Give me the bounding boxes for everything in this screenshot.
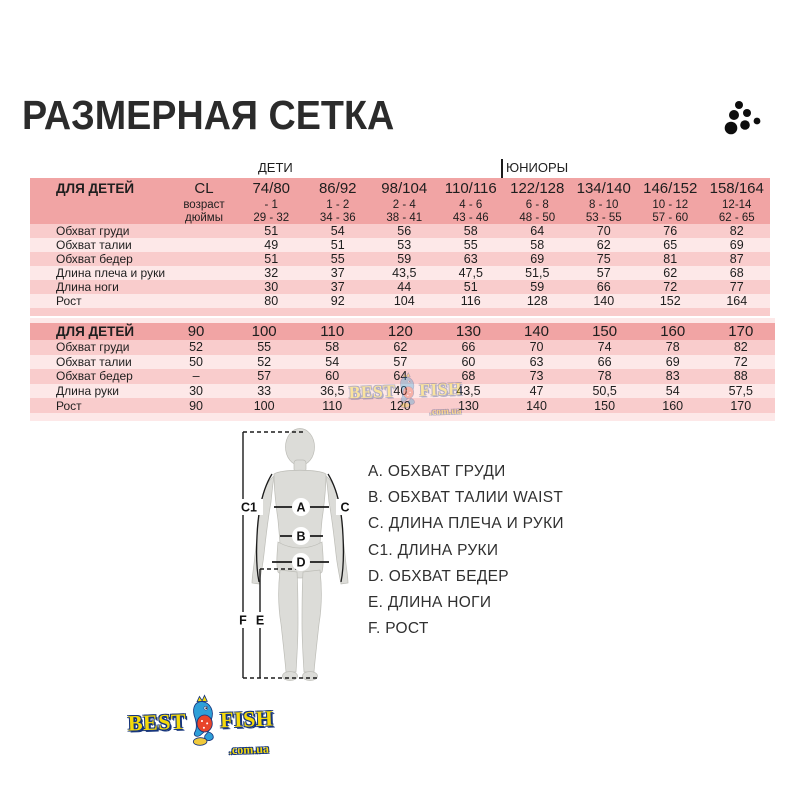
table-cell: 50 — [189, 354, 203, 369]
label-B: B — [296, 529, 306, 544]
table-cell: 83 — [665, 369, 680, 384]
bestfish-word-fish: FISH — [418, 378, 463, 400]
fish-mascot-icon — [395, 370, 420, 412]
table-cell: 8 - 10 — [571, 198, 638, 211]
fish-mascot-icon — [185, 691, 221, 750]
craft-dots-logo-icon — [712, 97, 768, 147]
table-cell: Обхват груди — [56, 340, 130, 355]
table-cell: 63 — [529, 354, 544, 369]
table-row — [30, 178, 770, 198]
table-cell: 55 — [257, 340, 272, 355]
table-cell: ДЛЯ ДЕТЕЙ — [30, 323, 162, 340]
table-cell: 51 — [264, 224, 279, 238]
table-cell — [30, 211, 170, 224]
table-cell: 58 — [530, 238, 545, 252]
table-cell: 120 — [366, 323, 434, 340]
table-cell: 65 — [663, 238, 678, 252]
table-cell: 160 — [639, 323, 707, 340]
table-cell: 48 - 50 — [504, 211, 571, 224]
body-measurement-diagram — [230, 420, 362, 696]
table-cell: 50,5 — [592, 384, 617, 399]
table-cell — [170, 266, 238, 280]
table-cell: 59 — [530, 280, 545, 294]
table-cell: 43,5 — [392, 266, 417, 280]
table-cell: Длина плеча и руки — [56, 266, 166, 280]
table-row — [30, 323, 775, 340]
table-cell: 66 — [597, 354, 612, 369]
table-cell: 29 - 32 — [238, 211, 305, 224]
table-cell: 4 - 6 — [438, 198, 505, 211]
table-cell: 33 — [257, 384, 272, 399]
table-cell: 68 — [461, 369, 476, 384]
table-cell: 82 — [729, 224, 744, 238]
table-cell: 47,5 — [458, 266, 483, 280]
table-row — [30, 252, 770, 266]
table-cell: 59 — [397, 252, 412, 266]
table-cell: 69 — [530, 252, 545, 266]
table-cell: 72 — [733, 354, 748, 369]
table-cell: 78 — [665, 340, 680, 355]
table-cell — [30, 308, 770, 316]
table-cell: Обхват бедер — [56, 369, 133, 384]
table-cell: 58 — [463, 224, 478, 238]
table-cell: 51 — [264, 252, 279, 266]
table-cell: 64 — [393, 369, 408, 384]
table-cell: 66 — [596, 280, 611, 294]
table-cell: CL — [170, 178, 238, 198]
table-cell: 1 - 2 — [305, 198, 372, 211]
table-cell: ДЛЯ ДЕТЕЙ — [30, 178, 170, 198]
table-cell — [170, 280, 238, 294]
table-cell: 74/80 — [238, 178, 305, 198]
table-cell: 78 — [597, 369, 612, 384]
page-title: РАЗМЕРНАЯ СЕТКА — [22, 92, 395, 138]
legend-item-chest: A. ОБХВАТ ГРУДИ — [368, 463, 506, 480]
table-cell: 66 — [461, 340, 476, 355]
table-cell: 62 — [663, 266, 678, 280]
table-cell: 74 — [597, 340, 612, 355]
table-cell: 2 - 4 — [371, 198, 438, 211]
table-cell — [30, 198, 170, 211]
table-cell: 62 — [393, 340, 408, 355]
table-cell: 130 — [434, 323, 502, 340]
table-cell: 110/116 — [438, 178, 505, 198]
table-cell: Длина ноги — [56, 280, 119, 294]
group-header-juniors: ЮНИОРЫ — [506, 160, 569, 175]
table-cell: 116 — [460, 294, 481, 308]
table-cell: - 1 — [238, 198, 305, 211]
table-cell: 150 — [594, 398, 616, 413]
table-cell: 57 — [257, 369, 272, 384]
table-cell: 170 — [707, 323, 775, 340]
table-cell: 6 - 8 — [504, 198, 571, 211]
table-cell: 140 — [502, 323, 570, 340]
table-cell: 73 — [529, 369, 544, 384]
table-cell: 34 - 36 — [305, 211, 372, 224]
table-cell: 70 — [596, 224, 611, 238]
table-cell: 77 — [729, 280, 744, 294]
table-cell: Рост — [56, 398, 82, 413]
table-cell: 88 — [733, 369, 748, 384]
table-cell: 164 — [726, 294, 748, 308]
legend-item-leg: E. ДЛИНА НОГИ — [368, 593, 492, 611]
table-cell: 38 - 41 — [371, 211, 438, 224]
table-cell: Длина руки — [56, 384, 119, 399]
table-cell — [170, 224, 238, 238]
table-cell: 134/140 — [571, 178, 638, 198]
label-C: C — [340, 500, 350, 515]
table-cell: 49 — [264, 238, 279, 252]
bestfish-domain: .com.ua — [228, 741, 270, 758]
table-cell: возраст — [170, 198, 238, 211]
table-cell: 72 — [663, 280, 678, 294]
table-cell: 43 - 46 — [438, 211, 505, 224]
table-cell: 122/128 — [504, 178, 571, 198]
table-cell: 100 — [253, 398, 275, 413]
table-cell: Обхват груди — [56, 224, 130, 238]
table-cell: 68 — [729, 266, 744, 280]
table-row — [30, 266, 770, 280]
table-row — [30, 355, 775, 370]
table-cell: 55 — [330, 252, 345, 266]
label-E: E — [255, 613, 265, 628]
table-cell: 82 — [733, 340, 748, 355]
table-cell: 30 — [189, 384, 203, 399]
label-F: F — [239, 613, 247, 628]
bestfish-watermark-faint — [348, 368, 470, 421]
table-cell: 57 - 60 — [637, 211, 704, 224]
group-header-children: ДЕТИ — [258, 160, 293, 175]
table-cell: 130 — [457, 398, 479, 413]
table-cell: 55 — [463, 238, 478, 252]
table-cell: 56 — [397, 224, 412, 238]
table-cell: 86/92 — [305, 178, 372, 198]
table-cell: дюймы — [170, 211, 238, 224]
legend-item-hips: D. ОБХВАТ БЕДЕР — [368, 567, 509, 585]
table-cell: 140 — [593, 294, 615, 308]
table-cell: 120 — [389, 398, 411, 413]
table-cell: 54 — [665, 384, 680, 399]
table-row — [30, 340, 775, 355]
table-cell: 98/104 — [371, 178, 438, 198]
table-cell: 47 — [529, 384, 544, 399]
table-row — [30, 224, 770, 238]
table-cell: 90 — [189, 398, 203, 413]
table-cell: 52 — [257, 354, 272, 369]
table-cell: Обхват бедер — [56, 252, 133, 266]
table-cell: Обхват талии — [56, 354, 132, 369]
table-cell: 60 — [325, 369, 340, 384]
table-cell: 92 — [330, 294, 345, 308]
legend-item-arm: C1. ДЛИНА РУКИ — [368, 541, 499, 559]
size-table-age-body — [30, 224, 770, 316]
table-cell: 62 - 65 — [704, 211, 771, 224]
table-cell: 110 — [322, 398, 343, 413]
table-cell: 43,5 — [456, 384, 481, 399]
label-C1: C1 — [241, 500, 257, 515]
table-cell: 54 — [325, 354, 340, 369]
table-cell: 69 — [729, 238, 744, 252]
legend-item-arm-shoulder: C. ДЛИНА ПЛЕЧА И РУКИ — [368, 515, 564, 533]
size-table-age-header — [30, 178, 770, 224]
table-row — [30, 198, 770, 211]
table-cell: 100 — [230, 323, 298, 340]
table-cell — [170, 238, 238, 252]
table-cell: 80 — [264, 294, 279, 308]
table-cell — [170, 294, 238, 308]
table-cell: 104 — [393, 294, 415, 308]
table-cell: 62 — [596, 238, 611, 252]
legend-item-height: F. РОСТ — [368, 620, 429, 638]
table-row — [30, 308, 770, 316]
table-cell — [170, 252, 238, 266]
table-cell: 57 — [596, 266, 611, 280]
table-cell: 54 — [330, 224, 345, 238]
table-cell: 40 — [393, 384, 408, 399]
table-cell: 52 — [189, 340, 203, 355]
table-cell: 69 — [665, 354, 680, 369]
table-cell: 32 — [264, 266, 279, 280]
size-table-height-header — [30, 323, 775, 340]
table-cell: 160 — [662, 398, 684, 413]
table-cell: 152 — [659, 294, 681, 308]
table-cell: 30 — [264, 280, 279, 294]
table-cell: 87 — [729, 252, 744, 266]
table-cell: 158/164 — [704, 178, 771, 198]
table-cell: 51,5 — [525, 266, 550, 280]
table-cell: 63 — [463, 252, 478, 266]
table-row — [30, 280, 770, 294]
table-cell: 53 - 55 — [571, 211, 638, 224]
table-cell: Обхват талии — [56, 238, 132, 252]
table-row — [30, 294, 770, 308]
table-cell: 75 — [596, 252, 611, 266]
table-cell: 12-14 — [704, 198, 771, 211]
table-cell: 90 — [162, 323, 230, 340]
table-cell: 10 - 12 — [637, 198, 704, 211]
table-cell: 37 — [330, 280, 345, 294]
measurement-legend — [368, 459, 564, 642]
table-cell: 170 — [730, 398, 752, 413]
table-cell: 53 — [397, 238, 412, 252]
table-cell: 36,5 — [320, 384, 345, 399]
table-cell: 51 — [463, 280, 478, 294]
bestfish-domain: .com.ua — [429, 404, 462, 418]
bestfish-word-fish: FISH — [219, 705, 274, 733]
table-cell: 57,5 — [728, 384, 753, 399]
table-cell: 140 — [526, 398, 547, 413]
bestfish-word-best: BEST — [348, 380, 396, 403]
table-cell: 37 — [330, 266, 345, 280]
table-cell: 150 — [571, 323, 639, 340]
bestfish-watermark-logo — [127, 689, 279, 761]
table-cell: 51 — [330, 238, 345, 252]
table-cell: 58 — [325, 340, 340, 355]
table-cell: 110 — [298, 323, 366, 340]
table-cell: 81 — [663, 252, 678, 266]
legend-item-waist: B. ОБХВАТ ТАЛИИ WAIST — [368, 489, 564, 507]
table-cell: 57 — [393, 354, 408, 369]
table-cell: 60 — [461, 354, 476, 369]
table-cell: 76 — [663, 224, 678, 238]
label-A: A — [296, 500, 306, 515]
table-row — [30, 238, 770, 252]
table-cell: 128 — [526, 294, 548, 308]
bestfish-word-best: BEST — [127, 708, 187, 736]
table-cell: Рост — [56, 294, 82, 308]
table-row — [30, 211, 770, 224]
table-cell: 44 — [397, 280, 412, 294]
label-D: D — [296, 555, 306, 570]
table-cell: 146/152 — [637, 178, 704, 198]
table-cell: 70 — [529, 340, 544, 355]
table-cell: 64 — [530, 224, 545, 238]
size-table-age — [30, 178, 770, 316]
table-cell: – — [192, 369, 200, 384]
